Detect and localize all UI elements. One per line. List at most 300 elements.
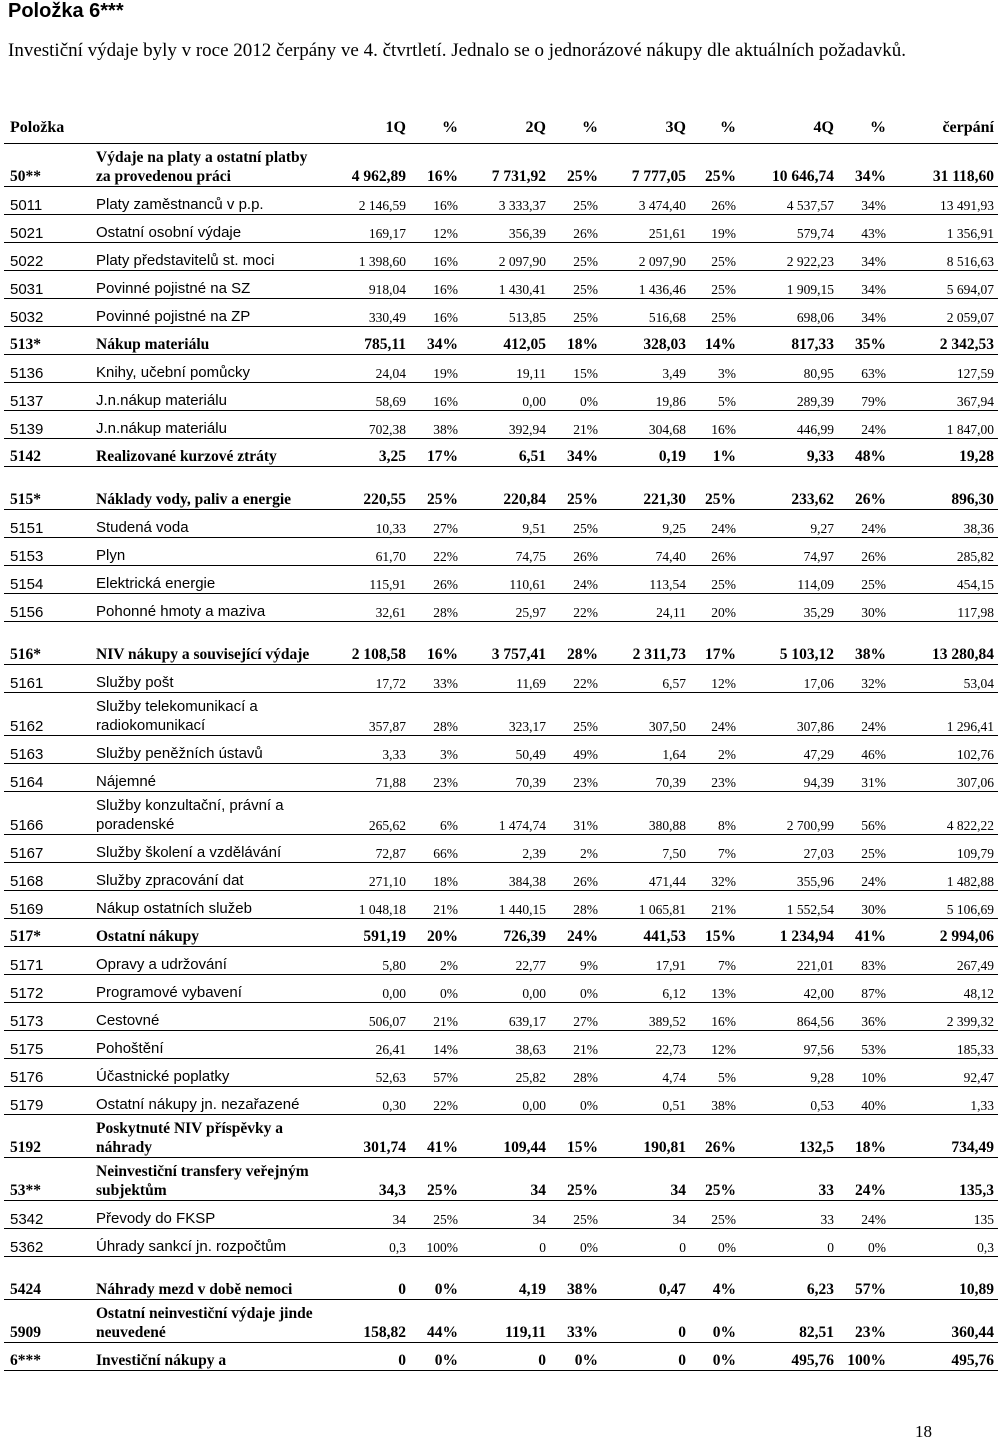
- item-code-cell: 5171: [10, 957, 44, 974]
- value-cell: 7%: [718, 958, 736, 973]
- value-cell: 24%: [567, 928, 598, 945]
- value-cell: 36%: [861, 1014, 886, 1029]
- table-header-cell: 4Q: [813, 119, 834, 136]
- value-cell: 57%: [433, 1070, 458, 1085]
- table-row: [4, 1229, 998, 1257]
- value-cell: 102,76: [956, 747, 994, 762]
- value-cell: 3,49: [662, 366, 686, 381]
- item-name-cell: Povinné pojistné na SZ: [96, 280, 251, 297]
- value-cell: 25%: [705, 1182, 736, 1199]
- item-name-cell: Pohonné hmoty a maziva: [96, 603, 266, 620]
- value-cell: 74,97: [803, 549, 834, 564]
- value-cell: 14%: [705, 336, 736, 353]
- value-cell: 16%: [711, 422, 736, 437]
- value-cell: 1 909,15: [786, 282, 834, 297]
- value-cell: 25%: [573, 719, 598, 734]
- item-name-cell: J.n.nákup materiálu: [96, 392, 227, 409]
- value-cell: 25%: [705, 168, 736, 185]
- value-cell: 22%: [573, 605, 598, 620]
- table-row: [4, 835, 998, 863]
- value-cell: 53%: [861, 1042, 886, 1057]
- table-header-cell: %: [442, 119, 458, 136]
- item-name-cell: Platy zaměstnanců v p.p.: [96, 196, 264, 213]
- value-cell: 25%: [573, 198, 598, 213]
- table-row: [4, 411, 998, 439]
- item-name-cell: Programové vybavení: [96, 984, 242, 1001]
- value-cell: 52,63: [375, 1070, 406, 1085]
- value-cell: 25%: [573, 1212, 598, 1227]
- item-code-cell: 5909: [10, 1324, 41, 1341]
- value-cell: 38,63: [515, 1042, 546, 1057]
- value-cell: 58,69: [375, 394, 406, 409]
- value-cell: 44%: [427, 1324, 458, 1341]
- item-code-cell: 5151: [10, 520, 44, 537]
- value-cell: 12%: [711, 1042, 736, 1057]
- value-cell: 31%: [861, 775, 886, 790]
- item-name-cell: Knihy, učební pomůcky: [96, 364, 250, 381]
- item-name-cell: Služby školení a vzdělávání: [96, 844, 282, 861]
- value-cell: 48%: [855, 448, 886, 465]
- value-cell: 4 962,89: [351, 168, 406, 185]
- value-cell: 0,00: [522, 394, 546, 409]
- value-cell: 15%: [705, 928, 736, 945]
- intro-paragraph: Investiční výdaje byly v roce 2012 čerpány ve 4. čtvrtletí. Jednalo se o jednorázové nákupy dle aktuálních požadavků.: [8, 40, 906, 61]
- value-cell: 92,47: [963, 1070, 994, 1085]
- value-cell: 0,51: [662, 1098, 686, 1113]
- value-cell: 384,38: [508, 874, 546, 889]
- value-cell: 13 491,93: [940, 198, 994, 213]
- value-cell: 16%: [433, 198, 458, 213]
- value-cell: 18%: [433, 874, 458, 889]
- value-cell: 34%: [567, 448, 598, 465]
- value-cell: 0%: [434, 1352, 458, 1369]
- value-cell: 3,33: [382, 747, 406, 762]
- value-cell: 328,03: [643, 336, 686, 353]
- value-cell: 1 474,74: [498, 818, 546, 833]
- value-cell: 1 482,88: [946, 874, 994, 889]
- value-cell: 80,95: [803, 366, 834, 381]
- value-cell: 357,87: [368, 719, 406, 734]
- value-cell: 23%: [855, 1324, 886, 1341]
- value-cell: 918,04: [368, 282, 406, 297]
- table-header-cell: 3Q: [665, 119, 686, 136]
- value-cell: 26,41: [375, 1042, 406, 1057]
- item-name-cell: Plyn: [96, 547, 126, 564]
- value-cell: 61,70: [375, 549, 406, 564]
- value-cell: 32%: [861, 676, 886, 691]
- value-cell: 25,82: [515, 1070, 546, 1085]
- table-row: [4, 975, 998, 1003]
- value-cell: 2,39: [522, 846, 546, 861]
- value-cell: 0: [538, 1352, 546, 1369]
- value-cell: 6,23: [806, 1281, 834, 1298]
- value-cell: 41%: [855, 928, 886, 945]
- table-header-cell: %: [870, 119, 886, 136]
- item-code-cell: 5166: [10, 817, 44, 834]
- value-cell: 24%: [711, 719, 736, 734]
- value-cell: 22%: [433, 549, 458, 564]
- value-cell: 817,33: [791, 336, 834, 353]
- item-code-cell: 5192: [10, 1139, 41, 1156]
- item-code-cell: 5021: [10, 225, 44, 242]
- value-cell: 22,77: [515, 958, 546, 973]
- value-cell: 6,51: [518, 448, 546, 465]
- value-cell: 24%: [855, 1182, 886, 1199]
- item-code-cell: 5162: [10, 718, 44, 735]
- item-code-cell: 5022: [10, 253, 44, 270]
- value-cell: 0,00: [522, 986, 546, 1001]
- value-cell: 307,06: [956, 775, 994, 790]
- value-cell: 27%: [573, 1014, 598, 1029]
- value-cell: 506,07: [368, 1014, 406, 1029]
- value-cell: 3 757,41: [491, 646, 546, 663]
- value-cell: 591,19: [363, 928, 406, 945]
- value-cell: 307,50: [648, 719, 686, 734]
- table-row: [4, 1059, 998, 1087]
- value-cell: 454,15: [956, 577, 994, 592]
- value-cell: 71,88: [375, 775, 406, 790]
- table-row: [4, 1300, 998, 1343]
- item-name-cell: Poskytnuté NIV příspěvky a náhrady: [96, 1120, 284, 1156]
- table-row: [4, 355, 998, 383]
- value-cell: 113,54: [649, 577, 686, 592]
- table-row: [4, 299, 998, 327]
- value-cell: 896,30: [951, 491, 994, 508]
- value-cell: 16%: [711, 1014, 736, 1029]
- value-cell: 4 537,57: [786, 198, 834, 213]
- value-cell: 0%: [580, 394, 598, 409]
- table-header-cell: %: [582, 119, 598, 136]
- table-row: [4, 566, 998, 594]
- value-cell: 5%: [718, 394, 736, 409]
- table-row: [4, 510, 998, 538]
- item-code-cell: 5167: [10, 845, 44, 862]
- value-cell: 33: [820, 1212, 834, 1227]
- value-cell: 26%: [711, 549, 736, 564]
- value-cell: 10 646,74: [772, 168, 834, 185]
- value-cell: 0,30: [382, 1098, 406, 1113]
- value-cell: 14%: [433, 1042, 458, 1057]
- value-cell: 6,12: [662, 986, 686, 1001]
- value-cell: 25,97: [515, 605, 546, 620]
- value-cell: 24%: [861, 874, 886, 889]
- value-cell: 3 474,40: [638, 198, 686, 213]
- table-row: [4, 1087, 998, 1115]
- item-name-cell: Platy představitelů st. moci: [96, 252, 275, 269]
- value-cell: 5 106,69: [946, 902, 994, 917]
- value-cell: 0: [678, 1352, 686, 1369]
- table-row: [4, 863, 998, 891]
- value-cell: 323,17: [508, 719, 546, 734]
- value-cell: 100%: [847, 1352, 886, 1369]
- value-cell: 0: [398, 1281, 406, 1298]
- value-cell: 251,61: [648, 226, 686, 241]
- value-cell: 63%: [861, 366, 886, 381]
- value-cell: 785,11: [364, 336, 406, 353]
- value-cell: 30%: [861, 605, 886, 620]
- value-cell: 639,17: [508, 1014, 546, 1029]
- value-cell: 367,94: [956, 394, 994, 409]
- value-cell: 87%: [861, 986, 886, 1001]
- value-cell: 25%: [573, 521, 598, 536]
- table-header-cell: 1Q: [385, 119, 406, 136]
- value-cell: 169,17: [368, 226, 406, 241]
- value-cell: 17%: [705, 646, 736, 663]
- value-cell: 74,75: [515, 549, 546, 564]
- table-row: [4, 792, 998, 835]
- value-cell: 26%: [573, 874, 598, 889]
- value-cell: 47,29: [803, 747, 834, 762]
- value-cell: 734,49: [951, 1139, 994, 1156]
- value-cell: 446,99: [796, 422, 834, 437]
- value-cell: 33: [818, 1182, 834, 1199]
- item-code-cell: 5161: [10, 675, 44, 692]
- item-name-cell: NIV nákupy a související výdaje: [96, 646, 310, 663]
- value-cell: 25%: [573, 310, 598, 325]
- table-row: [4, 665, 998, 693]
- item-code-cell: 5156: [10, 604, 44, 621]
- value-cell: 1 234,94: [779, 928, 834, 945]
- value-cell: 0%: [580, 986, 598, 1001]
- item-name-cell: Služby konzultační, právní a poradenské: [96, 797, 284, 833]
- value-cell: 53,04: [963, 676, 994, 691]
- value-cell: 1 048,18: [358, 902, 406, 917]
- value-cell: 26%: [711, 198, 736, 213]
- value-cell: 56%: [861, 818, 886, 833]
- item-code-cell: 5154: [10, 576, 44, 593]
- value-cell: 19,28: [959, 448, 994, 465]
- value-cell: 135,3: [959, 1182, 994, 1199]
- value-cell: 355,96: [796, 874, 834, 889]
- value-cell: 28%: [567, 646, 598, 663]
- value-cell: 22%: [573, 676, 598, 691]
- value-cell: 1,33: [970, 1098, 994, 1113]
- item-code-cell: 5137: [10, 393, 44, 410]
- table-row: [4, 1031, 998, 1059]
- value-cell: 24%: [861, 719, 886, 734]
- value-cell: 25%: [711, 1212, 736, 1227]
- value-cell: 28%: [573, 902, 598, 917]
- value-cell: 70,39: [655, 775, 686, 790]
- value-cell: 25%: [567, 491, 598, 508]
- value-cell: 304,68: [648, 422, 686, 437]
- item-name-cell: Úhrady sankcí jn. rozpočtům: [96, 1238, 287, 1255]
- item-code-cell: 5168: [10, 873, 44, 890]
- value-cell: 0,53: [810, 1098, 834, 1113]
- value-cell: 7%: [718, 846, 736, 861]
- value-cell: 97,56: [803, 1042, 834, 1057]
- item-code-cell: 5173: [10, 1013, 44, 1030]
- value-cell: 34%: [861, 282, 886, 297]
- value-cell: 25%: [711, 577, 736, 592]
- value-cell: 34: [530, 1182, 546, 1199]
- value-cell: 33%: [567, 1324, 598, 1341]
- value-cell: 40%: [861, 1098, 886, 1113]
- expenditure-table: [4, 113, 998, 1371]
- item-code-cell: 5362: [10, 1239, 44, 1256]
- value-cell: 117,98: [957, 605, 994, 620]
- item-name-cell: Výdaje na platy a ostatní platby za provedenou práci: [96, 149, 308, 185]
- value-cell: 2 059,07: [946, 310, 994, 325]
- item-code-cell: 5175: [10, 1041, 44, 1058]
- value-cell: 38%: [711, 1098, 736, 1113]
- value-cell: 5 694,07: [946, 282, 994, 297]
- value-cell: 380,88: [648, 818, 686, 833]
- value-cell: 70,39: [515, 775, 546, 790]
- value-cell: 25%: [427, 491, 458, 508]
- value-cell: 1 430,41: [498, 282, 546, 297]
- item-code-cell: 5153: [10, 548, 44, 565]
- value-cell: 0%: [440, 986, 458, 1001]
- table-header-cell: Položka: [10, 119, 65, 136]
- table-row: [4, 947, 998, 975]
- value-cell: 0%: [580, 1098, 598, 1113]
- value-cell: 19,86: [655, 394, 686, 409]
- value-cell: 4,74: [662, 1070, 686, 1085]
- value-cell: 5 103,12: [779, 646, 834, 663]
- value-cell: 100%: [426, 1240, 458, 1255]
- value-cell: 34%: [861, 198, 886, 213]
- value-cell: 0,00: [382, 986, 406, 1001]
- value-cell: 15%: [573, 366, 598, 381]
- value-cell: 2 108,58: [351, 646, 406, 663]
- value-cell: 50,49: [515, 747, 546, 762]
- item-name-cell: Služby telekomunikací a radiokomunikací: [96, 698, 258, 734]
- item-code-cell: 517*: [10, 928, 41, 945]
- page-number: 18: [915, 1422, 932, 1441]
- item-code-cell: 5011: [10, 197, 43, 214]
- value-cell: 0,00: [522, 1098, 546, 1113]
- value-cell: 221,01: [796, 958, 834, 973]
- value-cell: 289,39: [796, 394, 834, 409]
- table-row: [4, 215, 998, 243]
- value-cell: 330,49: [368, 310, 406, 325]
- value-cell: 7 777,05: [631, 168, 686, 185]
- table-row: [4, 243, 998, 271]
- value-cell: 2 994,06: [939, 928, 994, 945]
- value-cell: 16%: [433, 282, 458, 297]
- value-cell: 5,80: [382, 958, 406, 973]
- value-cell: 0%: [712, 1352, 736, 1369]
- value-cell: 2 097,90: [498, 254, 546, 269]
- table-row: [4, 693, 998, 736]
- value-cell: 185,33: [956, 1042, 994, 1057]
- value-cell: 38,36: [963, 521, 994, 536]
- table-row: [4, 891, 998, 919]
- value-cell: 17,72: [375, 676, 406, 691]
- item-code-cell: 50**: [10, 168, 41, 185]
- value-cell: 389,52: [648, 1014, 686, 1029]
- value-cell: 0%: [574, 1352, 598, 1369]
- value-cell: 2 311,73: [632, 646, 686, 663]
- value-cell: 27,03: [803, 846, 834, 861]
- value-cell: 34: [670, 1182, 686, 1199]
- item-code-cell: 5139: [10, 421, 44, 438]
- value-cell: 2 922,23: [786, 254, 834, 269]
- value-cell: 23%: [711, 775, 736, 790]
- value-cell: 132,5: [799, 1139, 834, 1156]
- value-cell: 1 847,00: [946, 422, 994, 437]
- value-cell: 114,09: [797, 577, 834, 592]
- item-name-cell: Ostatní neinvestiční výdaje jinde neuvedené: [96, 1305, 313, 1341]
- value-cell: 26%: [573, 226, 598, 241]
- item-code-cell: 5163: [10, 746, 44, 763]
- value-cell: 49%: [573, 747, 598, 762]
- table-row: [4, 467, 998, 510]
- value-cell: 17,91: [655, 958, 686, 973]
- table-header-cell: 2Q: [525, 119, 546, 136]
- value-cell: 27%: [433, 521, 458, 536]
- value-cell: 31%: [573, 818, 598, 833]
- value-cell: 19%: [433, 366, 458, 381]
- value-cell: 13%: [711, 986, 736, 1001]
- value-cell: 30%: [861, 902, 886, 917]
- value-cell: 38%: [433, 422, 458, 437]
- value-cell: 24%: [861, 1212, 886, 1227]
- value-cell: 307,86: [796, 719, 834, 734]
- value-cell: 21%: [433, 902, 458, 917]
- value-cell: 360,44: [951, 1324, 994, 1341]
- item-name-cell: Pohoštění: [96, 1040, 164, 1057]
- item-code-cell: 515*: [10, 491, 41, 508]
- value-cell: 109,44: [503, 1139, 546, 1156]
- value-cell: 221,30: [643, 491, 686, 508]
- item-name-cell: Realizované kurzové ztráty: [96, 448, 277, 465]
- value-cell: 702,38: [368, 422, 406, 437]
- table-row: [4, 736, 998, 764]
- table-header-cell: čerpání: [942, 119, 994, 136]
- item-code-cell: 513*: [10, 336, 41, 353]
- value-cell: 83%: [861, 958, 886, 973]
- value-cell: 119,11: [505, 1324, 546, 1341]
- item-name-cell: Převody do FKSP: [96, 1210, 216, 1227]
- value-cell: 32%: [711, 874, 736, 889]
- value-cell: 356,39: [508, 226, 546, 241]
- value-cell: 34: [392, 1212, 406, 1227]
- value-cell: 20%: [427, 928, 458, 945]
- item-name-cell: Ostatní nákupy: [96, 928, 199, 945]
- value-cell: 0%: [718, 1240, 736, 1255]
- value-cell: 4 822,22: [946, 818, 994, 833]
- section-heading: Položka 6***: [8, 0, 124, 22]
- value-cell: 11,69: [516, 676, 546, 691]
- value-cell: 25%: [711, 282, 736, 297]
- value-cell: 16%: [433, 394, 458, 409]
- value-cell: 25%: [573, 282, 598, 297]
- value-cell: 698,06: [796, 310, 834, 325]
- value-cell: 24%: [711, 521, 736, 536]
- value-cell: 0: [398, 1352, 406, 1369]
- item-name-cell: Cestovné: [96, 1012, 160, 1029]
- value-cell: 21%: [433, 1014, 458, 1029]
- value-cell: 23%: [433, 775, 458, 790]
- table-row: [4, 622, 998, 665]
- item-code-cell: 5424: [10, 1281, 41, 1298]
- value-cell: 42,00: [803, 986, 834, 1001]
- value-cell: 127,59: [956, 366, 994, 381]
- value-cell: 25%: [573, 254, 598, 269]
- item-name-cell: Účastnické poplatky: [96, 1068, 230, 1085]
- value-cell: 25%: [427, 1182, 458, 1199]
- item-code-cell: 516*: [10, 646, 41, 663]
- value-cell: 24%: [861, 521, 886, 536]
- value-cell: 31 118,60: [932, 168, 994, 185]
- value-cell: 17%: [427, 448, 458, 465]
- value-cell: 23%: [573, 775, 598, 790]
- value-cell: 34%: [861, 310, 886, 325]
- item-name-cell: Nákup ostatních služeb: [96, 900, 252, 917]
- value-cell: 1 552,54: [786, 902, 834, 917]
